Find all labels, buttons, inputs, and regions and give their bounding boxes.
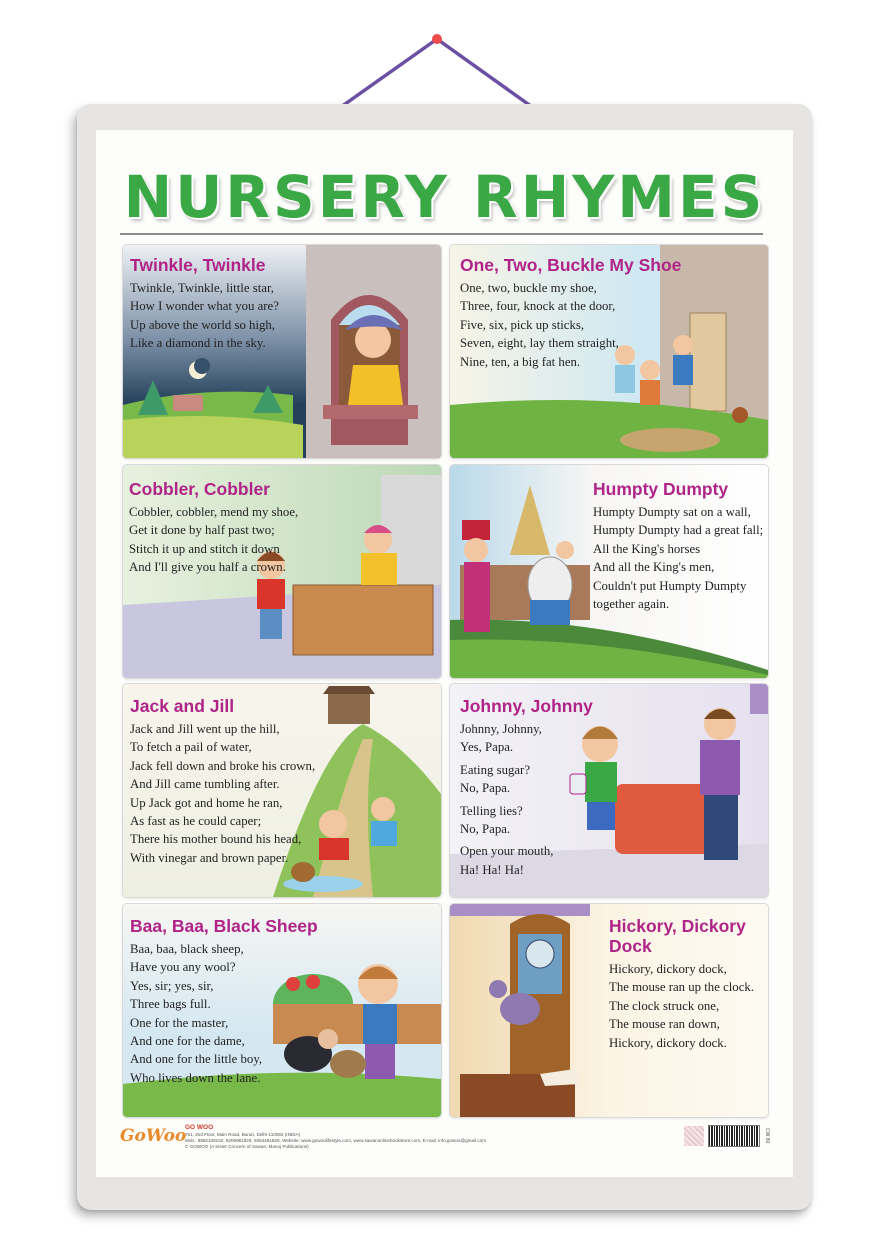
company-address: 761, 2nd Floor, Main Road, Burari, Delhi-110084 (INDIA) [185,1132,301,1137]
company-name: GO WOO [185,1124,214,1131]
rhyme-line: The mouse ran down, [609,1017,720,1032]
publisher-footer [120,1124,770,1156]
rhyme-line: Hickory, dickory dock, [609,962,727,976]
rhyme-line: Couldn't put Humpty Dumpty [593,578,747,593]
rhyme-line: Open your mouth, [460,844,554,859]
rhyme-line: And one for the dame, [130,1034,245,1049]
rhyme-title: Baa, Baa, Black Sheep [130,916,318,936]
rhyme-line: To fetch a pail of water, [130,740,252,755]
rhyme-line: One, two, buckle my shoe, [460,281,597,295]
rhyme-line: No, Papa. [460,822,511,837]
company-contact: Mob.: 8882108152, 9205981829, 9354481829, Website: www.gowoolifestyle.com, www.sawanonlinebookstore.com, E-mail: info.gowoo@gmail.com [185,1138,487,1143]
rhyme-card-baa-baa-black-sheep [123,904,441,1117]
product-code: CW 80 [764,1128,770,1144]
rhyme-line: Who lives down the lane. [130,1070,261,1085]
rhyme-line: And all the King's men, [593,560,715,575]
rhyme-line: As fast as he could caper; [130,814,262,829]
rhyme-line: No, Papa. [460,781,511,796]
rhyme-line: Get it done by half past two; [129,523,275,538]
rhyme-title-line: Hickory, Dickory [609,916,746,936]
rhyme-line: Eating sugar? [460,762,531,777]
rhyme-title: Johnny, Johnny [460,696,593,716]
rhyme-line: together again. [593,597,670,612]
rhyme-line: Stitch it up and stitch it down [129,541,280,556]
rhyme-line: And Jill came tumbling after. [130,777,280,792]
rhyme-card-twinkle [123,245,441,458]
rhyme-line: And one for the little boy, [130,1052,263,1067]
rhyme-title: One, Two, Buckle My Shoe [460,255,682,275]
rhyme-line: And I'll give you half a crown. [129,560,286,575]
poster-title: NURSERY RHYMES [123,163,766,231]
rhyme-line: Twinkle, Twinkle, little star, [130,281,274,295]
rhyme-line: The clock struck one, [609,998,720,1013]
rhyme-line: Hickory, dickory dock. [609,1035,727,1050]
rhyme-card-humpty-dumpty [450,465,768,678]
rhyme-title: Twinkle, Twinkle [130,255,266,275]
rhyme-card-johnny-johnny [450,684,768,897]
rhyme-line: Five, six, pick up sticks, [460,317,585,332]
title-divider [120,233,763,235]
rhyme-line: How I wonder what you are? [130,299,279,314]
rhyme-card-jack-and-jill [123,684,441,897]
qr-code-icon [684,1126,704,1146]
rhyme-line: Nine, ten, a big fat hen. [460,354,581,369]
rhyme-line: Telling lies? [460,803,523,818]
rhyme-title [609,916,754,956]
rhyme-card-buckle-my-shoe [450,245,768,458]
rhyme-line: One for the master, [130,1015,229,1030]
rhyme-card-hickory-dickory-dock [450,904,768,1117]
rhyme-title: Cobbler, Cobbler [129,479,270,499]
rhyme-line: Humpty Dumpty had a great fall; [593,523,764,538]
rhyme-line: Up Jack got and home he ran, [130,795,283,810]
rhyme-line: Jack fell down and broke his crown, [130,758,316,773]
rhyme-line: Yes, sir; yes, sir, [130,978,214,993]
rhyme-line: Three, four, knock at the door, [460,299,616,314]
rhyme-line: All the King's horses [593,541,701,556]
rhyme-line: Humpty Dumpty sat on a wall, [593,505,751,519]
rhyme-line: Up above the world so high, [130,317,276,332]
rhyme-line: Ha! Ha! Ha! [460,862,524,877]
company-copyright: © GOWOO (A Sister Concern of Sawan, Manoj Publications) [185,1144,309,1149]
gowoo-logo: GoWoo [120,1126,187,1146]
rhyme-line: Have you any wool? [130,960,236,975]
rhyme-line: Cobbler, cobbler, mend my shoe, [129,505,299,519]
publisher-info [185,1124,486,1150]
pin-icon [432,34,442,44]
rhyme-line: The mouse ran up the clock. [609,980,754,995]
rhyme-line: Like a diamond in the sky. [130,336,266,351]
rhyme-line: Three bags full. [130,997,211,1012]
rhyme-line: Baa, baa, black sheep, [130,942,244,956]
rhyme-line: Seven, eight, lay them straight, [460,336,619,351]
barcode-icon [708,1125,760,1147]
rhyme-line: Jack and Jill went up the hill, [130,722,280,736]
rhyme-title: Humpty Dumpty [593,479,729,499]
rhyme-line: Johnny, Johnny, [460,722,542,736]
rhyme-title: Jack and Jill [130,696,235,716]
rhyme-line: There his mother bound his head, [130,832,302,847]
rhyme-line: With vinegar and brown paper. [130,850,289,865]
rhyme-line: Yes, Papa. [460,740,514,755]
rhyme-card-cobbler [123,465,441,678]
rhyme-title-line: Dock [609,936,652,956]
